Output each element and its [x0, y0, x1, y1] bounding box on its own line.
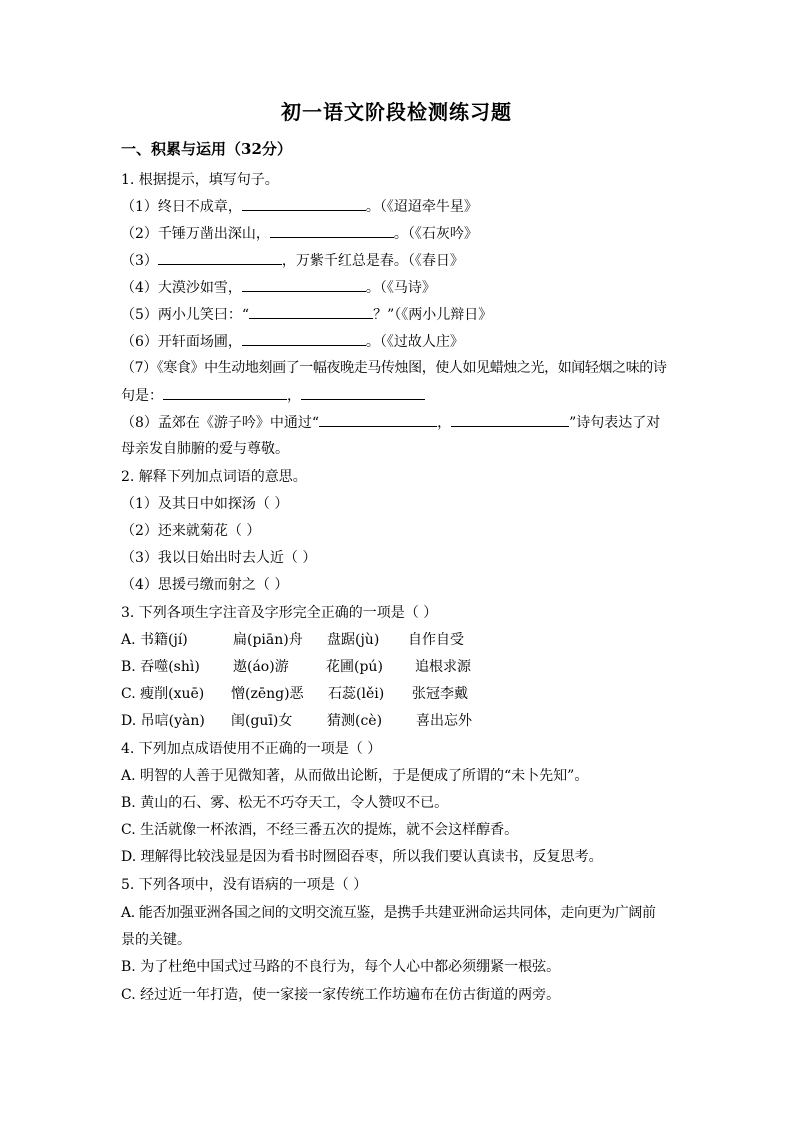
q1-item-7-line1: （7）《寒食》中生动地刻画了一幅夜晚走马传烛图，使人如见蜡烛之光，如闻轻烟之味的诗: [121, 360, 667, 376]
q1-item-7-mid: ，: [287, 388, 301, 404]
q2-item-2: （2）还来就菊花（ ）: [121, 523, 261, 539]
q1-item-5-pre: （5）两小儿笑曰：“: [121, 307, 250, 323]
q5-option-a-line2[interactable]: 景的关键。: [121, 932, 191, 948]
q4-stem: 4. 下列加点成语使用不正确的一项是（ ）: [121, 741, 382, 757]
fill-blank[interactable]: [451, 412, 569, 427]
section-heading: 一、积累与运用（32分）: [121, 140, 292, 158]
q5-option-b[interactable]: B. 为了杜绝中国式过马路的不良行为，每个人心中都必须绷紧一根弦。: [121, 959, 561, 975]
q1-item-7-line2: [121, 385, 425, 406]
q3-option-a-col4: 自作自受: [408, 632, 464, 648]
page-title: 初一语文阶段检测练习题: [281, 100, 512, 124]
q3-option-c-col4: 张冠李戴: [412, 686, 468, 702]
q1-item-7-pre: 句是：: [121, 388, 163, 404]
q5-option-c[interactable]: C. 经过近一年打造，使一家接一家传统工作坊遍布在仿古街道的两旁。: [121, 987, 561, 1003]
q1-item-8-post: ”诗句表达了对: [569, 415, 661, 431]
q1-item-4-pre: （4）大漠沙如雪，: [121, 280, 242, 296]
fill-blank[interactable]: [301, 385, 425, 400]
q1-item-1: [121, 196, 478, 217]
q1-item-4-post: 。（《马诗》: [365, 280, 436, 296]
fill-blank[interactable]: [158, 250, 282, 265]
q4-option-c[interactable]: C. 生活就像一杯浓酒，不经三番五次的提炼，就不会这样醇香。: [121, 822, 519, 838]
q1-item-2-pre: （2）千锤万凿出深山，: [121, 226, 270, 242]
q3-option-d-col1: D. 吊唁(yàn): [121, 713, 205, 729]
q5-stem: 5. 下列各项中，没有语病的一项是（ ）: [121, 877, 368, 893]
fill-blank[interactable]: [242, 196, 366, 211]
q4-option-b[interactable]: B. 黄山的石、雾、松无不巧夺天工，令人赞叹不已。: [121, 795, 449, 811]
fill-blank[interactable]: [242, 277, 366, 292]
fill-blank[interactable]: [249, 304, 373, 319]
fill-blank[interactable]: [319, 412, 437, 427]
q2-item-3: （3）我以日始出时去人近（ ）: [121, 550, 317, 566]
q1-item-6-post: 。（《过故人庄》: [365, 334, 464, 350]
q1-item-1-pre: （1）终日不成章，: [121, 199, 242, 215]
q5-option-a-line1[interactable]: A. 能否加强亚洲各国之间的文明交流互鉴，是携手共建亚洲命运共同体，走向更为广阔前: [121, 905, 656, 921]
q3-option-d-col2: 闺(guī)女: [231, 713, 293, 729]
q1-item-6: [121, 331, 464, 352]
q3-option-b-col3: 花圃(pú): [326, 659, 383, 675]
q1-item-5: [121, 304, 492, 325]
fill-blank[interactable]: [242, 331, 366, 346]
q2-item-4: （4）思援弓缴而射之（ ）: [121, 577, 289, 593]
q2-stem: 2. 解释下列加点词语的意思。: [121, 469, 307, 485]
q3-option-c-col2: 憎(zēng)恶: [231, 686, 304, 702]
q1-item-3: [121, 250, 464, 271]
q1-item-2-post: 。（《石灰吟》: [393, 226, 478, 242]
q3-option-c-col3: 石蕊(lěi): [328, 686, 385, 702]
q1-item-8-line1: [121, 412, 660, 433]
q1-item-6-pre: （6）开轩面场圃，: [121, 334, 242, 350]
q1-item-3-pre: （3）: [121, 253, 158, 269]
q3-option-d-col4: 喜出忘外: [416, 713, 472, 729]
q1-stem: 1. 根据提示，填写句子。: [121, 172, 279, 188]
fill-blank[interactable]: [270, 223, 394, 238]
q1-item-1-post: 。（《迢迢牵牛星》: [365, 199, 478, 215]
q3-option-b-col2: 遨(áo)游: [233, 659, 289, 675]
q3-option-b-col1: B. 吞噬(shì): [121, 659, 200, 675]
q3-option-d-col3: 猜测(cè): [327, 713, 383, 729]
q2-item-1: （1）及其日中如探汤（ ）: [121, 496, 289, 512]
q1-item-8-pre: （8）孟郊在《游子吟》中通过“: [121, 415, 320, 431]
q3-option-c-col1: C. 瘦削(xuē): [121, 686, 205, 702]
q3-option-b-col4: 追根求源: [415, 659, 471, 675]
q4-option-d[interactable]: D. 理解得比较浅显是因为看书时囫囵吞枣，所以我们要认真读书，反复思考。: [121, 849, 603, 865]
q3-option-a-col2: 扁(piān)舟: [233, 632, 303, 648]
q1-item-4: [121, 277, 436, 298]
q1-item-8-line2: 母亲发自肺腑的爱与尊敬。: [121, 441, 289, 457]
q1-item-5-post: ？”（《两小儿辩日》: [373, 307, 493, 323]
fill-blank[interactable]: [163, 385, 287, 400]
q3-stem: 3. 下列各项生字注音及字形完全正确的一项是（ ）: [121, 605, 438, 621]
q4-option-a[interactable]: A. 明智的人善于见微知著，从而做出论断，于是便成了所谓的“未卜先知”。: [121, 768, 589, 784]
q1-item-3-post: ，万紫千红总是春。（《春日》: [281, 253, 464, 269]
q3-option-a-col1: A. 书籍(jí): [121, 632, 188, 648]
q3-option-a-col3: 盘踞(jù): [327, 632, 380, 648]
q1-item-2: [121, 223, 478, 244]
q1-item-8-mid: ，: [437, 415, 452, 431]
